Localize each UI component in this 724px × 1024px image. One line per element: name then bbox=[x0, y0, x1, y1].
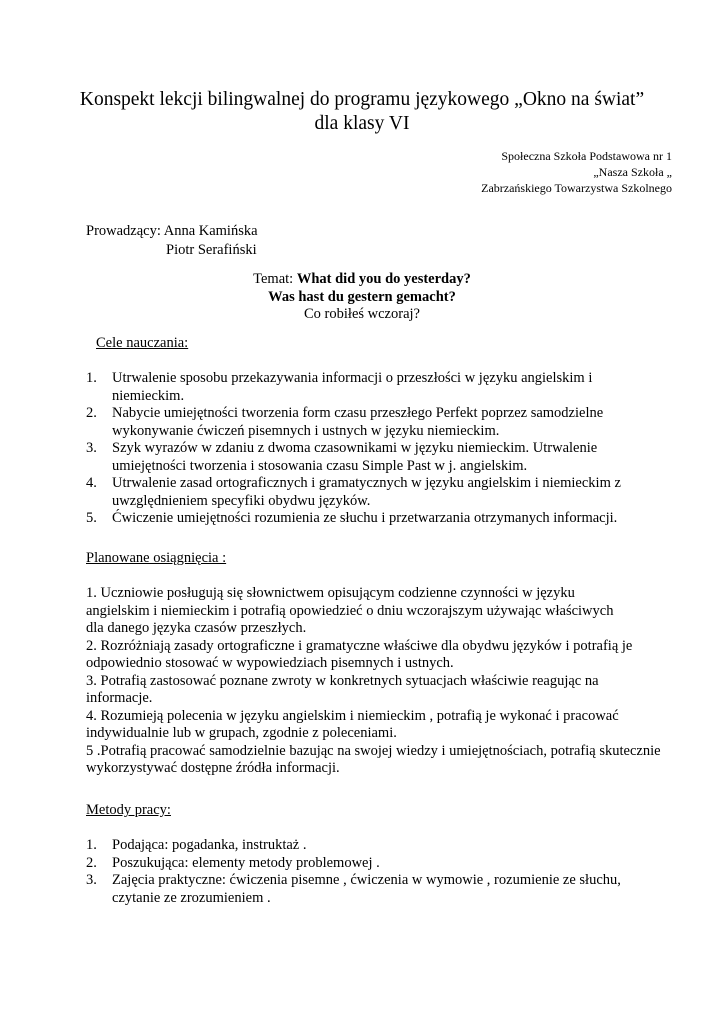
list-item: 5. Ćwiczenie umiejętności rozumienia ze słuchu i przetwarzania otrzymanych informacji. bbox=[86, 510, 618, 526]
topic-polish: Co robiłeś wczoraj? bbox=[304, 306, 420, 322]
school-info bbox=[481, 148, 672, 196]
teacher-name-1: Anna Kamińska bbox=[163, 223, 258, 239]
title-line-1: Konspekt lekcji bilingwalnej do programu językowego „Okno na świat” bbox=[79, 89, 645, 110]
document-title bbox=[60, 88, 664, 136]
school-line-3: Zabrzańskiego Towarzystwa Szkolnego bbox=[481, 181, 672, 195]
teachers-label: Prowadzący: bbox=[86, 223, 161, 239]
topic-english: What did you do yesterday? bbox=[296, 271, 471, 287]
outcomes-heading: Planowane osiągnięcia : bbox=[86, 550, 227, 566]
topic-label: Temat: bbox=[253, 271, 294, 287]
list-item: 2. Poszukująca: elementy metody problemowej . bbox=[86, 854, 380, 871]
goals-list bbox=[86, 370, 646, 528]
goals-heading: Cele nauczania: bbox=[96, 335, 189, 351]
list-item: 3. Szyk wyrazów w zdaniu z dwoma czasownikami w języku niemieckim. Utrwalenie umiejętności tworzenia i stosowania czasu Simple Past w j. angielskim. bbox=[86, 440, 598, 474]
school-line-1: Społeczna Szkoła Podstawowa nr 1 bbox=[501, 149, 672, 163]
methods-heading: Metody pracy: bbox=[86, 802, 171, 818]
outcomes-text: 1. Uczniowie posługują się słownictwem opisującym codzienne czynności w języku angielskim i niemieckim i potrafią opowiedzieć o dniu wczorajszym używając właściwych dla danego języka czasów przeszłych. 2. Rozróżniają zasady ortograficzne i gramatyczne właściwe dla obydwu języków i potrafią je odpowiednio stosować w wypowiedziach pisemnych i ustnych. 3. Potrafią zastosować poznane zwroty w konkretnych sytuacjach właściwie reagując na informacje. 4. Rozumieją polecenia w języku angielskim i niemieckim , potrafią je wykonać i pracować indywidualnie lub w grupach, zgodnie z poleceniami. 5 .Potrafią pracować samodzielnie bazując na swojej wiedzy i umiejętnościach, potrafią skutecznie wykorzystywać dostępne źródła informacji. bbox=[86, 585, 661, 776]
list-item: 3. Zajęcia praktyczne: ćwiczenia pisemne , ćwiczenia w wymowie , rozumienie ze słuchu, czytanie ze zrozumieniem . bbox=[86, 872, 621, 906]
methods-list bbox=[86, 837, 646, 907]
list-item: 4. Utrwalenie zasad ortograficznych i gramatycznych w języku angielskim i niemieckim z uwzględnieniem specyfiki obydwu języków. bbox=[86, 475, 621, 509]
title-line-2: dla klasy VI bbox=[314, 113, 410, 134]
list-item: 1. Podająca: pogadanka, instruktaż . bbox=[86, 837, 307, 853]
topic-german: Was hast du gestern gemacht? bbox=[268, 288, 456, 305]
school-line-2: „Nasza Szkoła „ bbox=[593, 165, 672, 179]
list-item: 1. Utrwalenie sposobu przekazywania informacji o przeszłości w języku angielskim i niemieckim. bbox=[86, 370, 593, 404]
teachers bbox=[86, 222, 258, 260]
list-item: 2. Nabycie umiejętności tworzenia form czasu przeszłego Perfekt poprzez samodzielne wykonywanie ćwiczeń pisemnych i ustnych w języku niemieckim. bbox=[86, 405, 604, 439]
teacher-name-2: Piotr Serafiński bbox=[166, 242, 257, 258]
lesson-topic bbox=[60, 271, 664, 324]
